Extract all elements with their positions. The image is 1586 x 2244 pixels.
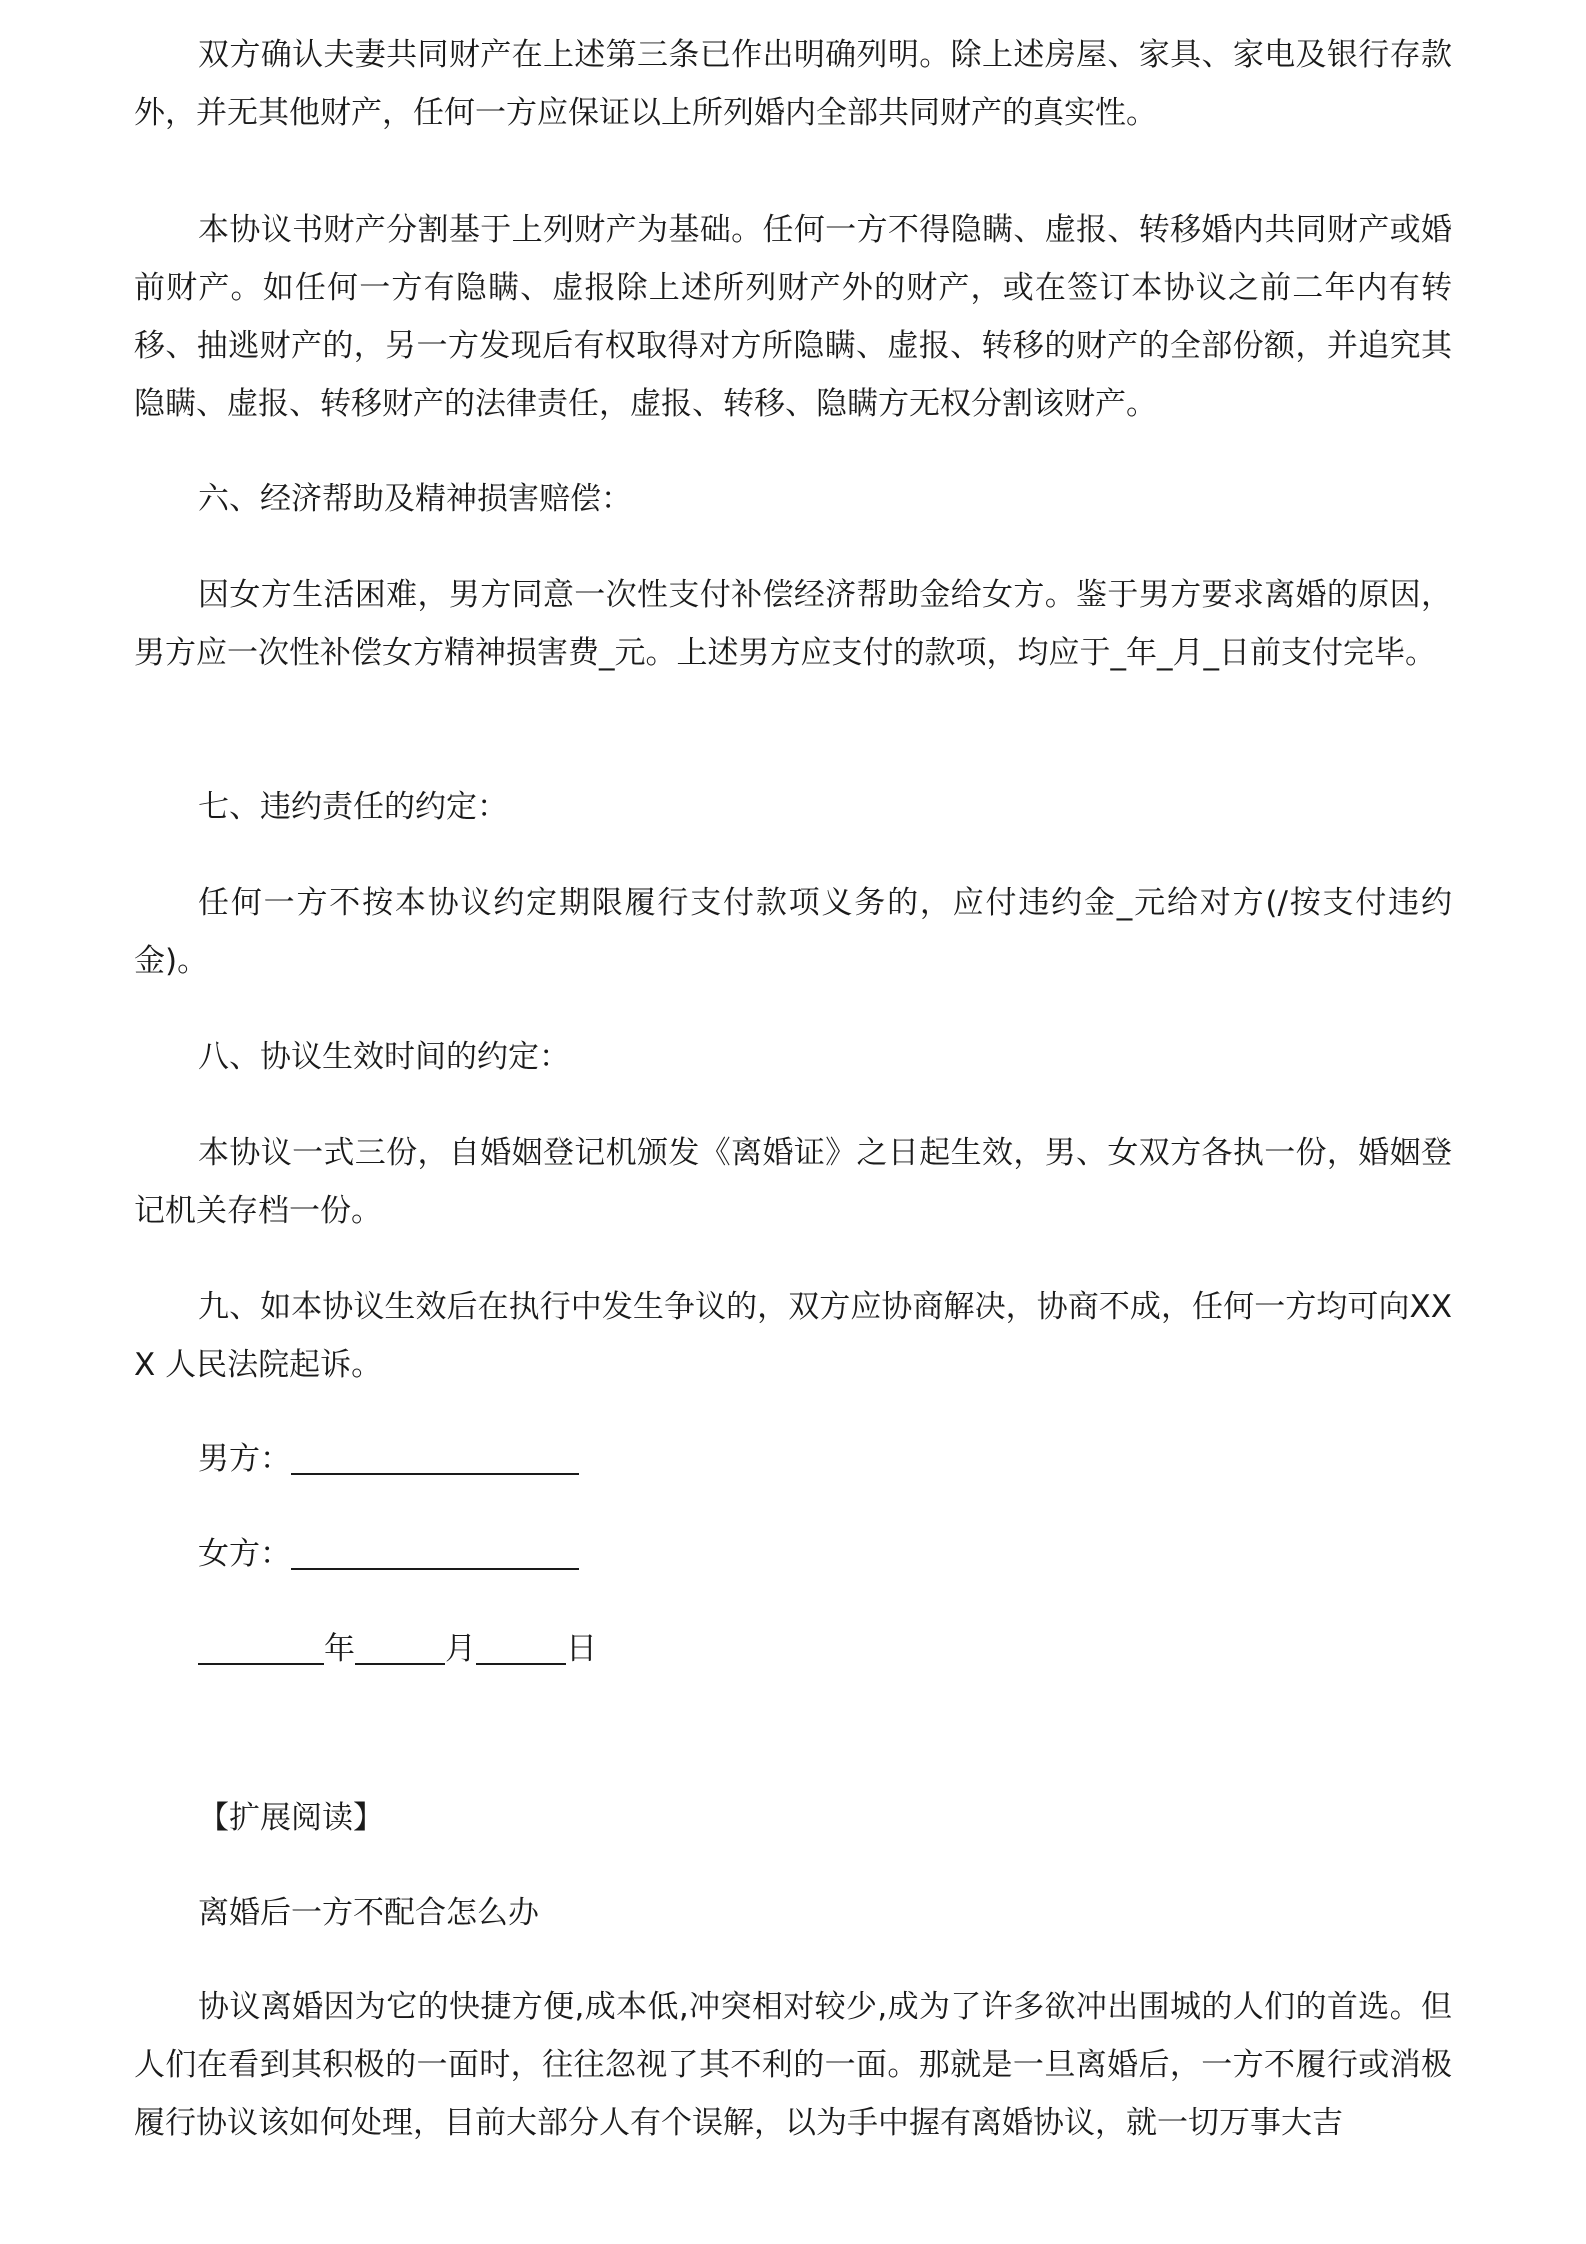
signature-female-label: 女方： (198, 1536, 291, 1572)
section-heading-6: 六、经济帮助及精神损害赔偿： (198, 481, 632, 517)
section-heading-8: 八、协议生效时间的约定： (198, 1039, 570, 1075)
paragraph-breach-liability: 任何一方不按本协议约定期限履行支付款项义务的，应付违约金_元给对方(/按支付违约金)。 (134, 885, 1452, 979)
date-month-label: 月 (445, 1631, 476, 1667)
paragraph-property-confirmation: 双方确认夫妻共同财产在上述第三条已作出明确列明。除上述房屋、家具、家电及银行存款外，并无其他财产，任何一方应保证以上所列婚内全部共同财产的真实性。 (134, 37, 1452, 131)
date-day-blank (476, 1627, 566, 1665)
paragraph-dispute-resolution: 九、如本协议生效后在执行中发生争议的，双方应协商解决，协商不成，任何一方均可向XXX 人民法院起诉。 (134, 1289, 1452, 1383)
date-month-blank (355, 1627, 445, 1665)
date-day-label: 日 (566, 1631, 597, 1667)
signature-male-blank (291, 1437, 579, 1475)
signature-female-line (198, 1525, 579, 1583)
extended-reading-title: 离婚后一方不配合怎么办 (198, 1895, 539, 1931)
paragraph-property-division: 本协议书财产分割基于上列财产为基础。任何一方不得隐瞒、虚报、转移婚内共同财产或婚前财产。如任何一方有隐瞒、虚报除上述所列财产外的财产，或在签订本协议之前二年内有转移、抽逃财产的，另一方发现后有权取得对方所隐瞒、虚报、转移的财产的全部份额，并追究其隐瞒、虚报、转移财产的法律责任，虚报、转移、隐瞒方无权分割该财产。 (134, 212, 1452, 422)
paragraph-effective-time: 本协议一式三份，自婚姻登记机颁发《离婚证》之日起生效，男、女双方各执一份，婚姻登记机关存档一份。 (134, 1135, 1452, 1229)
signature-female-blank (291, 1532, 579, 1570)
date-year-blank (198, 1627, 324, 1665)
extended-reading-heading: 【扩展阅读】 (198, 1800, 384, 1836)
paragraph-extended-reading: 协议离婚因为它的快捷方便,成本低,冲突相对较少,成为了许多欲冲出围城的人们的首选。但人们在看到其积极的一面时，往往忽视了其不利的一面。那就是一旦离婚后，一方不履行或消极履行协议该如何处理，目前大部分人有个误解，以为手中握有离婚协议，就一切万事大吉 (134, 1989, 1452, 2141)
date-year-label: 年 (324, 1631, 355, 1667)
signature-male-label: 男方： (198, 1441, 291, 1477)
paragraph-compensation: 因女方生活困难，男方同意一次性支付补偿经济帮助金给女方。鉴于男方要求离婚的原因，男方应一次性补偿女方精神损害费_元。上述男方应支付的款项，均应于_年_月_日前支付完毕。 (134, 577, 1452, 671)
signature-male-line (198, 1430, 579, 1488)
section-heading-7: 七、违约责任的约定： (198, 789, 508, 825)
signature-date-line (198, 1620, 597, 1678)
